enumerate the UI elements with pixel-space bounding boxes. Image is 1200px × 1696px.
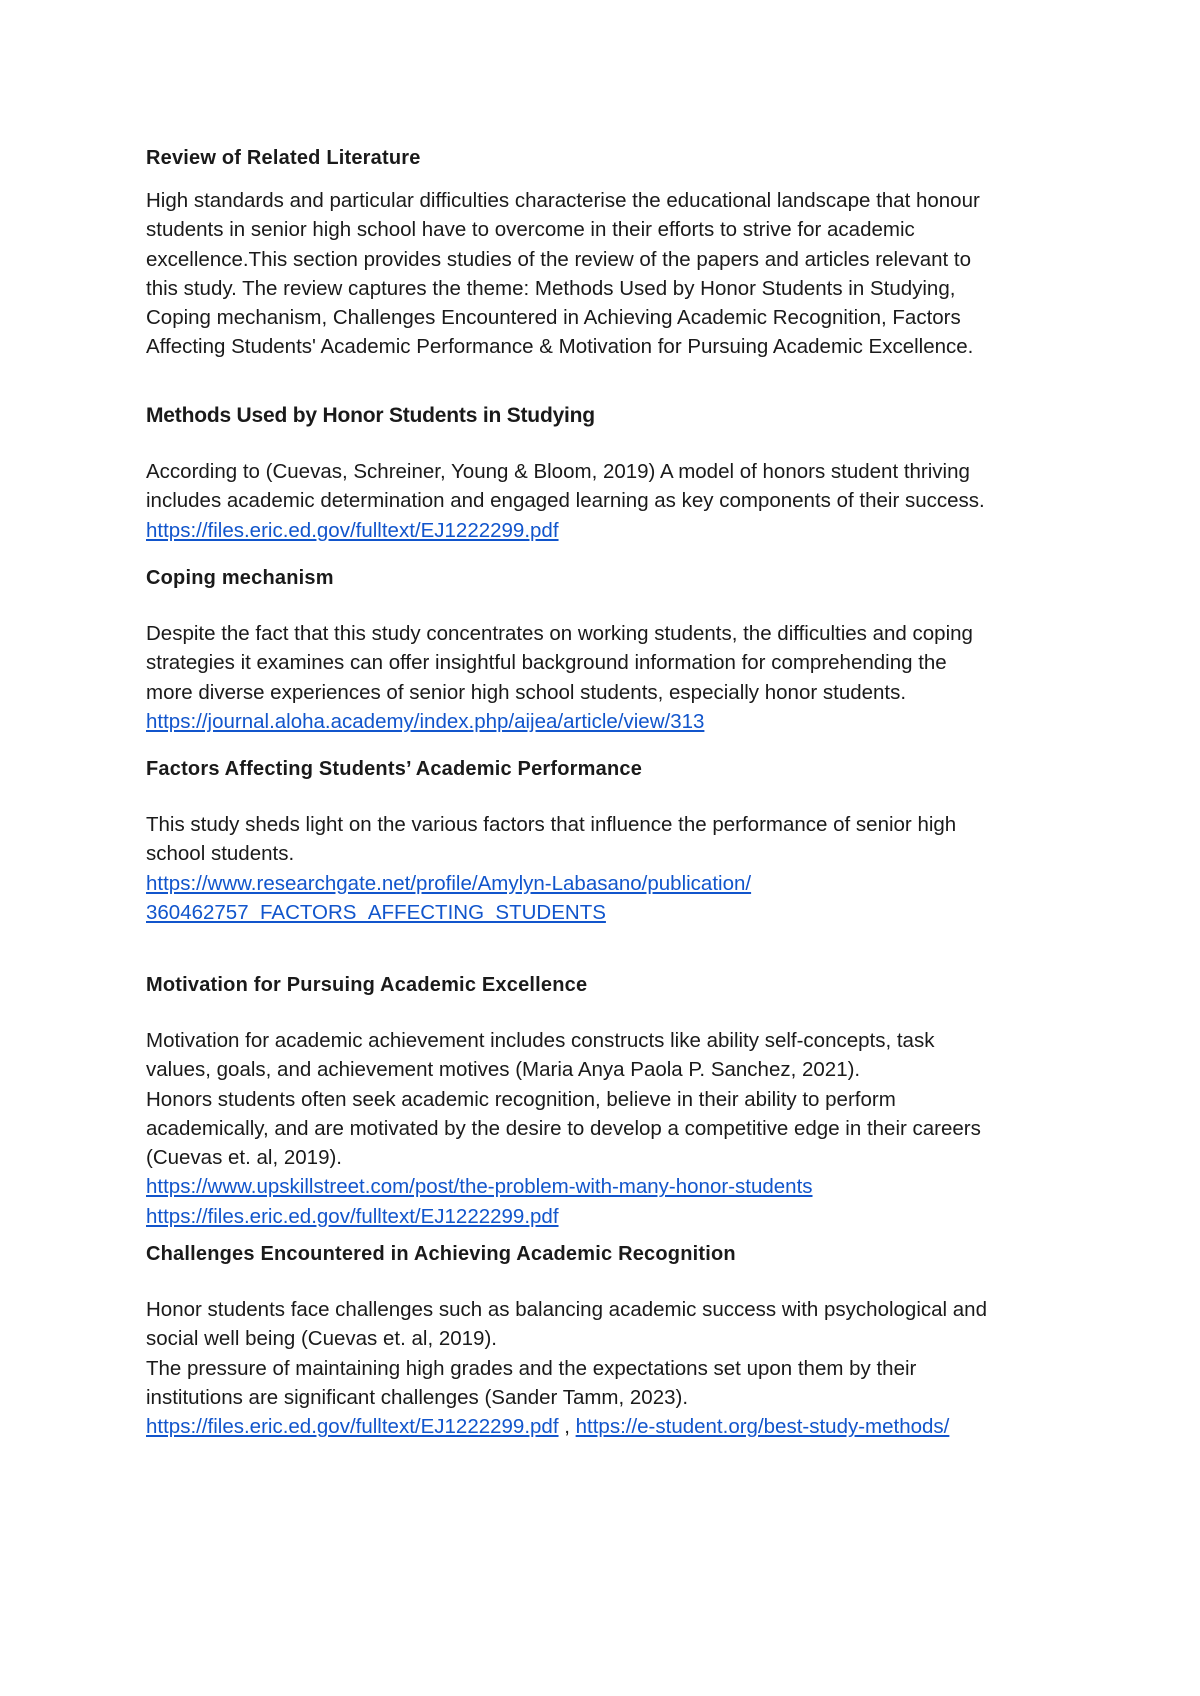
reference-link[interactable]: https://e-student.org/best-study-methods/ xyxy=(575,1415,950,1439)
reference-link[interactable]: https://www.upskillstreet.com/post/the-problem-with-many-honor-students xyxy=(146,1175,813,1199)
section-paragraph-challenges xyxy=(146,1295,987,1441)
reference-links-line xyxy=(146,1412,987,1441)
reference-link[interactable]: https://files.eric.ed.gov/fulltext/EJ1222299.pdf xyxy=(146,518,559,542)
section-heading-review: Review of Related Literature xyxy=(146,147,421,169)
paragraph-line: Honor students face challenges such as balancing academic success with psychological and xyxy=(146,1298,987,1321)
paragraph-line: Coping mechanism, Challenges Encountered in Achieving Academic Recognition, Factors xyxy=(146,306,961,330)
paragraph-line: Affecting Students' Academic Performance & Motivation for Pursuing Academic Excellence. xyxy=(146,335,974,359)
paragraph-line: Motivation for academic achievement includes constructs like ability self-concepts, task xyxy=(146,1029,935,1052)
section-heading-motivation: Motivation for Pursuing Academic Excellence xyxy=(146,974,588,996)
paragraph-line: This study sheds light on the various factors that influence the performance of senior high xyxy=(146,813,957,836)
paragraph-line: school students. xyxy=(146,842,295,866)
reference-link[interactable]: https://journal.aloha.academy/index.php/aijea/article/view/313 xyxy=(146,709,705,733)
section-heading-factors: Factors Affecting Students’ Academic Performance xyxy=(146,758,643,780)
reference-link[interactable]: 360462757_FACTORS_AFFECTING_STUDENTS xyxy=(146,900,606,924)
section-paragraph-methods xyxy=(146,457,985,545)
paragraph-line: excellence.This section provides studies of the review of the papers and articles relevant to xyxy=(146,247,971,271)
paragraph-line: students in senior high school have to overcome in their efforts to strive for academic xyxy=(146,218,915,242)
paragraph-line: values, goals, and achievement motives (Maria Anya Paola P. Sanchez, 2021). xyxy=(146,1058,861,1082)
paragraph-line: High standards and particular difficulties characterise the educational landscape that honour xyxy=(146,189,980,212)
paragraph-line: academically, and are motivated by the desire to develop a competitive edge in their careers xyxy=(146,1116,981,1140)
section-paragraph-review xyxy=(146,186,980,362)
section-heading-challenges: Challenges Encountered in Achieving Academic Recognition xyxy=(146,1243,736,1265)
paragraph-line: The pressure of maintaining high grades and the expectations set upon them by their xyxy=(146,1356,917,1380)
paragraph-line: more diverse experiences of senior high school students, especially honor students. xyxy=(146,680,907,704)
section-paragraph-coping xyxy=(146,619,973,736)
section-paragraph-factors xyxy=(146,810,956,927)
link-separator: , xyxy=(558,1415,576,1439)
paragraph-line: includes academic determination and engaged learning as key components of their success. xyxy=(146,489,985,513)
reference-link[interactable]: https://files.eric.ed.gov/fulltext/EJ1222299.pdf xyxy=(146,1204,559,1228)
section-heading-coping: Coping mechanism xyxy=(146,567,334,589)
paragraph-line: (Cuevas et. al, 2019). xyxy=(146,1146,342,1170)
reference-link[interactable]: https://files.eric.ed.gov/fulltext/EJ1222299.pdf xyxy=(146,1415,559,1439)
reference-link[interactable]: https://www.researchgate.net/profile/Amylyn-Labasano/publication/ xyxy=(146,871,752,895)
paragraph-line: Honors students often seek academic recognition, believe in their ability to perform xyxy=(146,1087,896,1111)
paragraph-line: strategies it examines can offer insightful background information for comprehending the xyxy=(146,651,947,675)
section-heading-methods: Methods Used by Honor Students in Studying xyxy=(146,404,595,427)
paragraph-line: this study. The review captures the theme: Methods Used by Honor Students in Studying, xyxy=(146,276,956,300)
paragraph-line: institutions are significant challenges (Sander Tamm, 2023). xyxy=(146,1385,689,1409)
paragraph-line: According to (Cuevas, Schreiner, Young & Bloom, 2019) A model of honors student thriving xyxy=(146,460,970,483)
section-paragraph-motivation xyxy=(146,1026,981,1231)
paragraph-line: Despite the fact that this study concentrates on working students, the difficulties and coping xyxy=(146,622,973,645)
paragraph-line: social well being (Cuevas et. al, 2019). xyxy=(146,1327,497,1351)
